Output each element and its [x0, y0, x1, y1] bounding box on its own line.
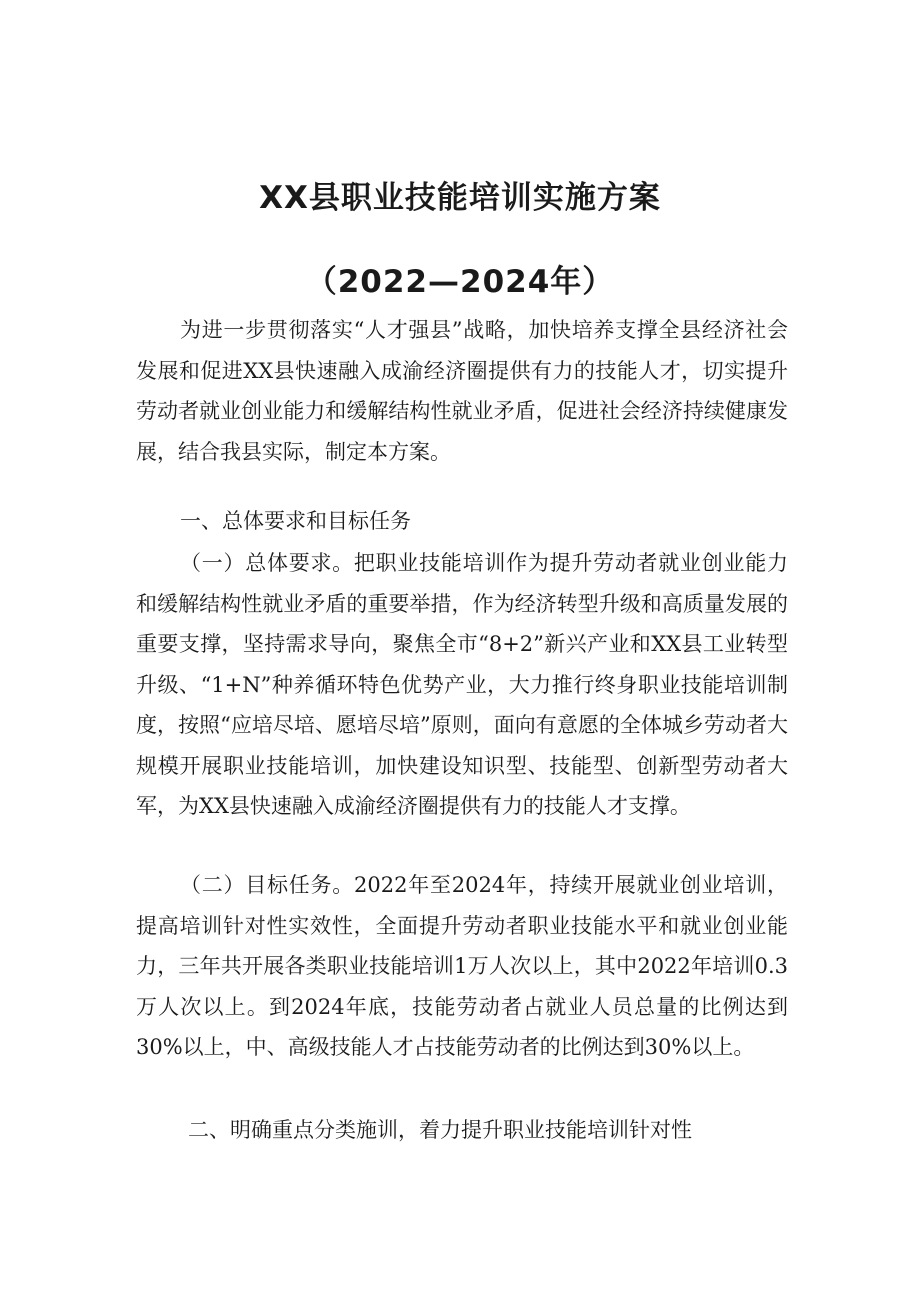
section-1-part-1-paragraph: （一）总体要求。把职业技能培训作为提升劳动者就业创业能力和缓解结构性就业矛盾的重要举措，作为经济转型升级和高质量发展的重要支撑，坚持需求导向，聚焦全市“8+2”新兴产业和XX县工业转型升级、“1+N”种养循环特色优势产业，大力推行终身职业技能培训制度，按照“应培尽培、愿培尽培”原则，面向有意愿的全体城乡劳动者大规模开展职业技能培训，加快建设知识型、技能型、创新型劳动者大军，为XX县快速融入成渝经济圈提供有力的技能人才支撑。	[136, 551, 788, 818]
intro-paragraph: 为进一步贯彻落实“人才强县”战略，加快培养支撑全县经济社会发展和促进XX县快速融入成渝经济圈提供有力的技能人才，切实提升劳动者就业创业能力和缓解结构性就业矛盾，促进社会经济持续健康发展，结合我县实际，制定本方案。	[136, 318, 788, 464]
document-subtitle: （2022—2024年）	[305, 264, 615, 300]
document-title: XX县职业技能培训实施方案	[259, 180, 661, 216]
section-2-heading: 二、明确重点分类施训，着力提升职业技能培训针对性	[188, 1118, 692, 1142]
section-1-heading: 一、总体要求和目标任务	[180, 509, 411, 533]
section-1-part-2-paragraph: （二）目标任务。2022年至2024年，持续开展就业创业培训，提高培训针对性实效性，全面提升劳动者职业技能水平和就业创业能力，三年共开展各类职业技能培训1万人次以上，其中2022年培训0.3万人次以上。到2024年底，技能劳动者占就业人员总量的比例达到30%以上，中、高级技能人才占技能劳动者的比例达到30%以上。	[136, 873, 788, 1059]
